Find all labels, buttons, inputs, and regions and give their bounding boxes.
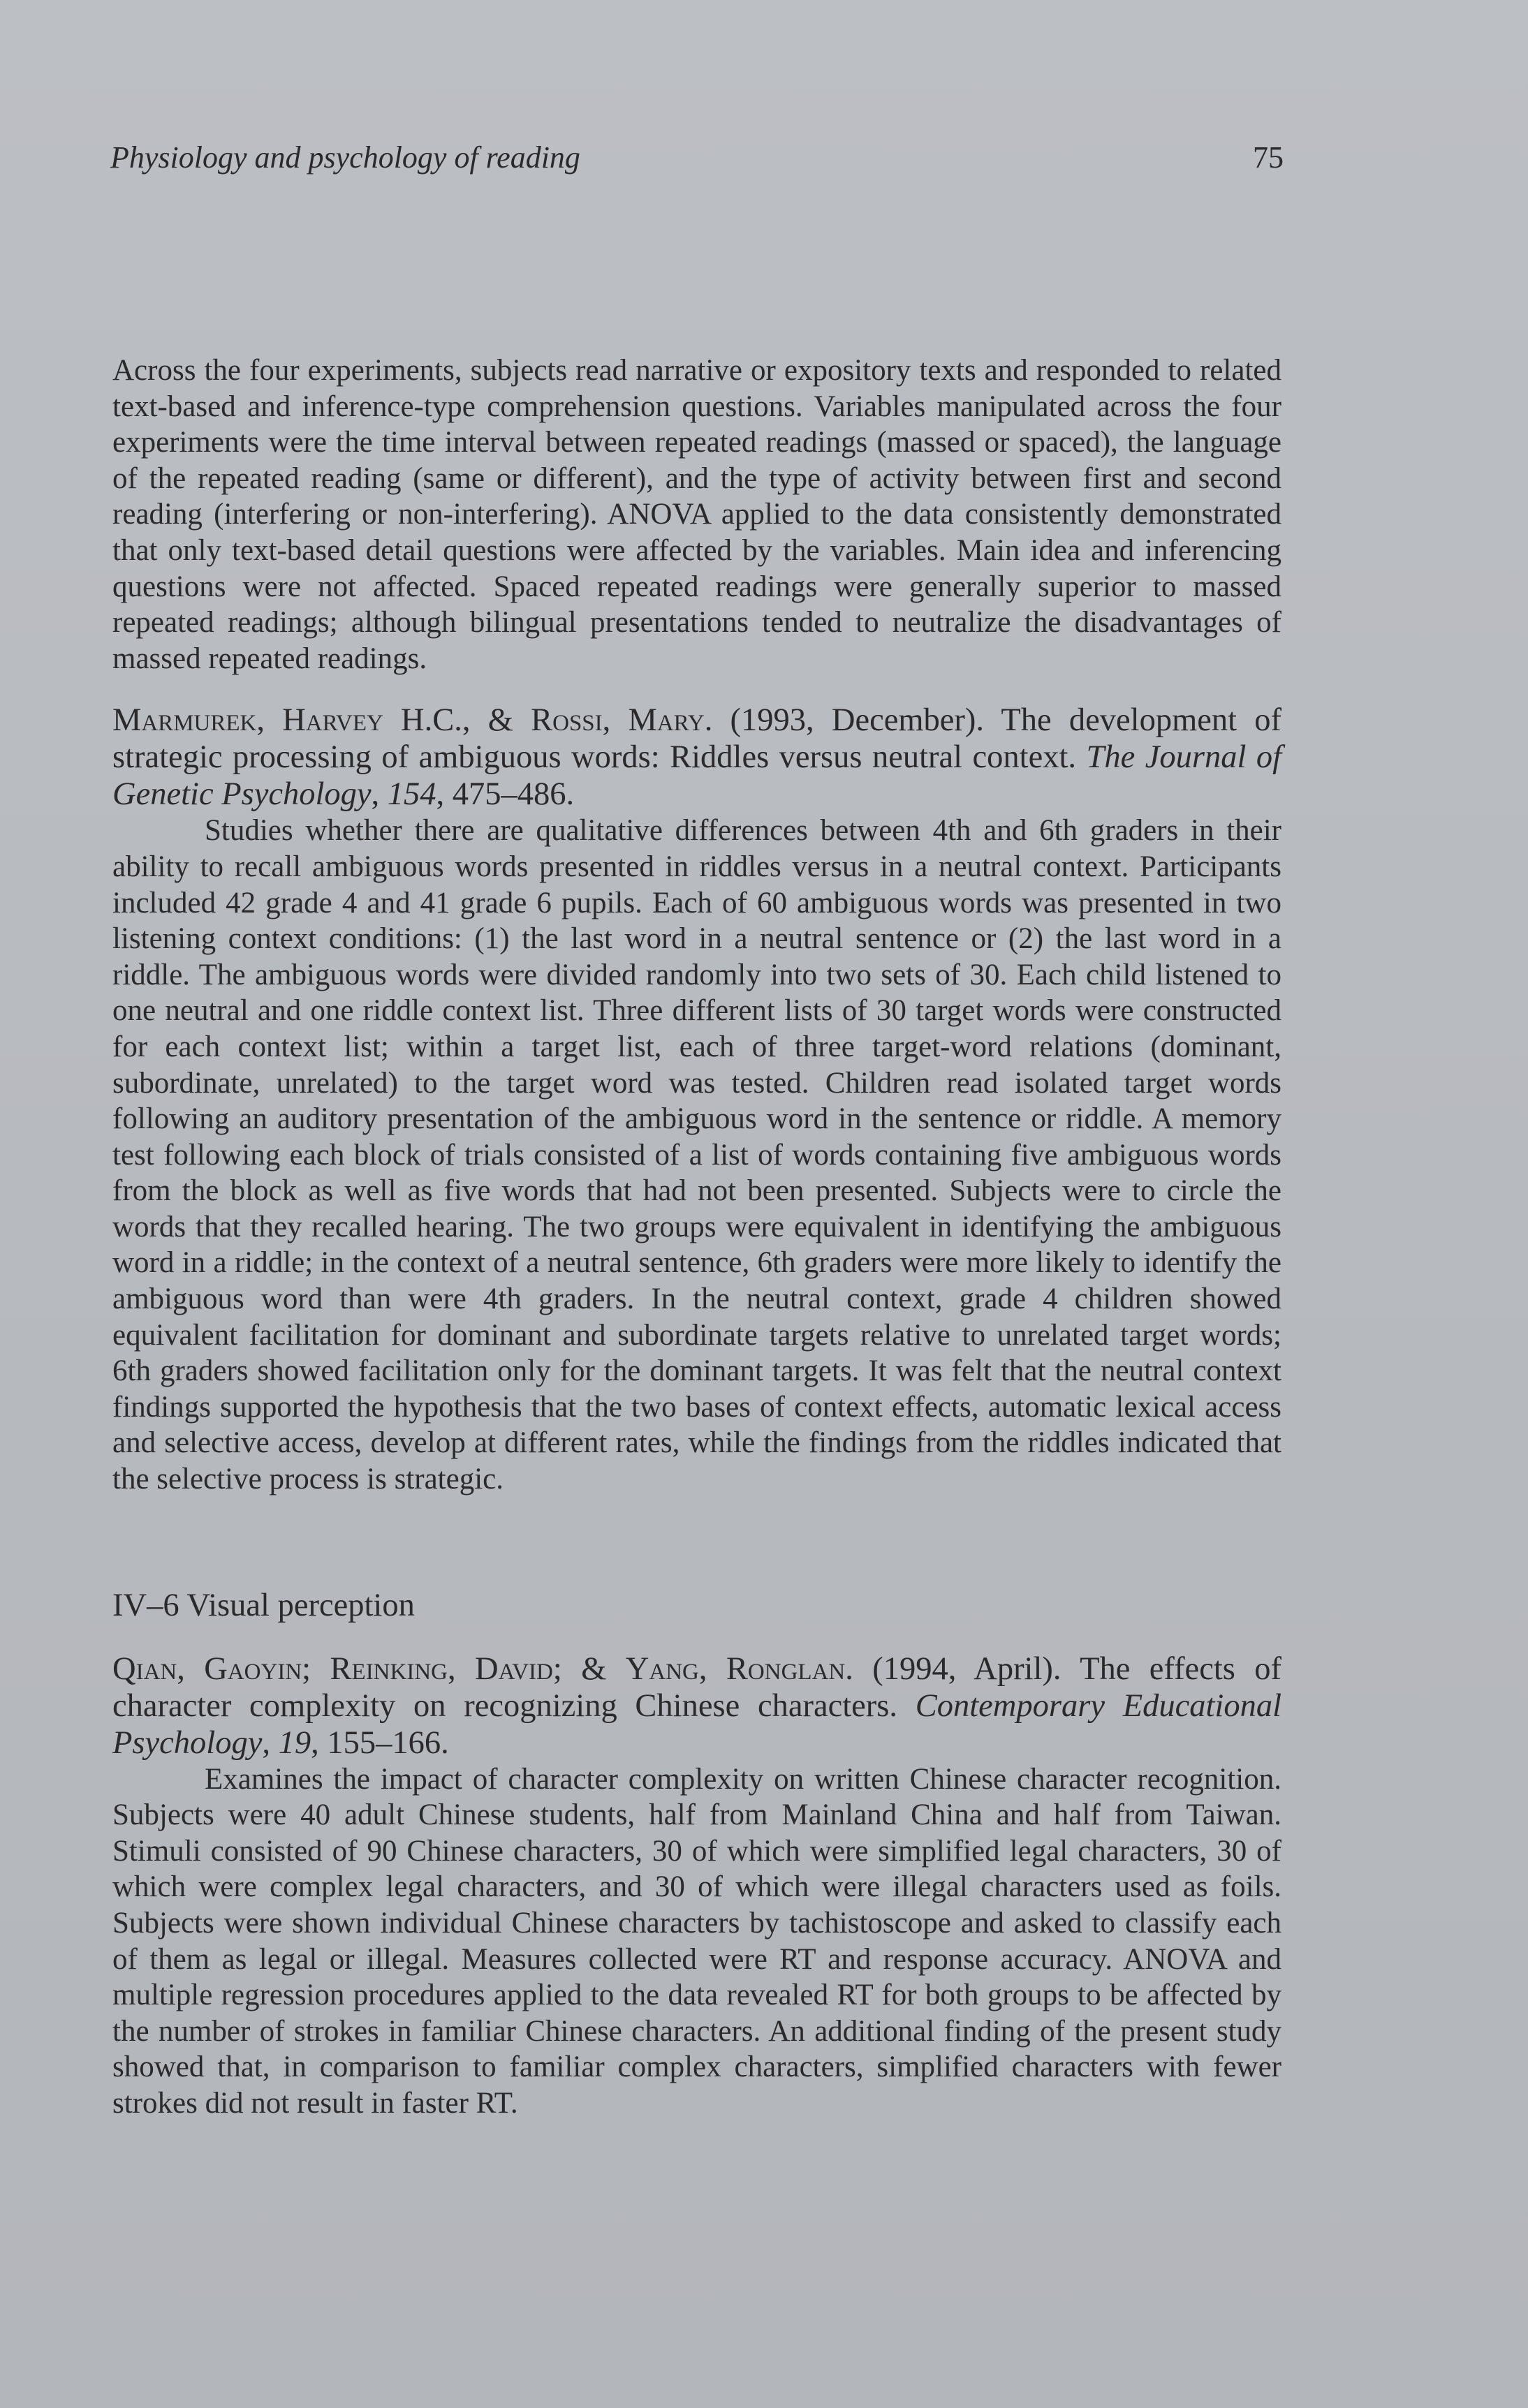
entry-date-title: . (1993, December). The development of strategic processing of ambiguous words: Riddles versus neutral context. [112, 702, 1282, 776]
running-head-title: Physiology and psychology of reading [110, 140, 580, 175]
entry-volume: 19 [278, 1724, 311, 1761]
author-separator: ; [302, 1650, 330, 1687]
running-head [110, 137, 1284, 179]
intro-paragraph: Across the four experiments, subjects read narrative or expository texts and responded to related text-based and inference-type comprehension questions. Variables manipulated across the four experiments were the time interval between repeated readings (massed or spaced), the language of the repeated reading (same or different), and the type of activity between first and second reading (interfering or non-interfering). ANOVA applied to the data consistently demonstrated that only text-based detail questions were affected by the variables. Main idea and inferencing questions were not affected. Spaced repeated readings were generally superior to massed repeated readings; although bilingual presentations tended to neutralize the disadvantages of massed repeated readings. [112, 354, 1281, 675]
entry-pages: , 475–486. [436, 776, 575, 813]
entry-author: Rossi, Mary [531, 702, 705, 739]
entry-author: Yang, Ronglan [625, 1650, 846, 1687]
entry-author: Marmurek, Harvey H.C. [112, 702, 462, 739]
entry-journal: Contemporary Educational Psychology [112, 1687, 1281, 1761]
bibliography-entry [112, 1650, 1281, 2122]
entry-citation [112, 702, 1281, 813]
page-content [112, 353, 1281, 2122]
journal-comma: , [371, 776, 388, 813]
entry-author: Qian, Gaoyin [112, 1650, 302, 1687]
entry-journal: The Journal of Genetic Psychology [112, 739, 1281, 813]
entry-date-title: . (1994, April). The effects of character complexity on recognizing Chinese characters. [112, 1650, 1281, 1724]
entry-abstract: Examines the impact of character complexity on written Chinese character recognition. Subjects were 40 adult Chinese students, half from Mainland China and half from Taiwan. Stimuli consisted of 90 Chinese characters, 30 of which were simplified legal characters, 30 of which were complex legal characters, and 30 of which were illegal characters used as foils. Subjects were shown individual Chinese characters by tachistoscope and asked to classify each of them as legal or illegal. Measures collected were RT and response accuracy. ANOVA and multiple regression procedures applied to the data revealed RT for both groups to be affected by the number of strokes in familiar Chinese characters. An additional finding of the present study showed that, in comparison to familiar complex characters, simplified characters with fewer strokes did not result in faster RT. [112, 1762, 1281, 2120]
entry-pages: , 155–166. [311, 1724, 449, 1761]
entry-citation [112, 1650, 1281, 1761]
entry-volume: 154 [387, 776, 436, 813]
journal-comma: , [262, 1724, 279, 1761]
section-heading: IV–6 Visual perception [112, 1587, 415, 1623]
page-number: 75 [1253, 140, 1284, 175]
entry-abstract: Studies whether there are qualitative differences between 4th and 6th graders in their ability to recall ambiguous words presented in riddles versus in a neutral context. Participants included 42 grade 4 and 41 grade 6 pupils. Each of 60 ambiguous words was presented in two listening context conditions: (1) the last word in a neutral sentence or (2) the last word in a riddle. The ambiguous words were divided randomly into two sets of 30. Each child listened to one neutral and one riddle context list. Three different lists of 30 target words were constructed for each context list; within a target list, each of three target-word relations (dominant, subordinate, unrelated) to the target word was tested. Children read isolated target words following an auditory presentation of the ambiguous word in the sentence or riddle. A memory test following each block of trials consisted of a list of words containing five ambiguous words from the block as well as five words that had not been presented. Subjects were to circle the words that they recalled hearing. The two groups were equivalent in identifying the ambiguous word in a riddle; in the context of a neutral sentence, 6th graders were more likely to identify the ambiguous word than were 4th graders. In the neutral context, grade 4 children showed equivalent facilitation for dominant and subordinate targets relative to unrelated target words; 6th graders showed facilitation only for the dominant targets. It was felt that the neutral context findings supported the hypothesis that the two bases of context effects, automatic lexical access and selective access, develop at different rates, while the findings from the riddles indicated that the selective process is strategic. [112, 814, 1281, 1496]
entry-author: Reinking, David [330, 1650, 553, 1687]
author-separator: ; & [552, 1650, 626, 1687]
bibliography-entry [112, 702, 1281, 1497]
author-separator: , & [462, 702, 531, 739]
